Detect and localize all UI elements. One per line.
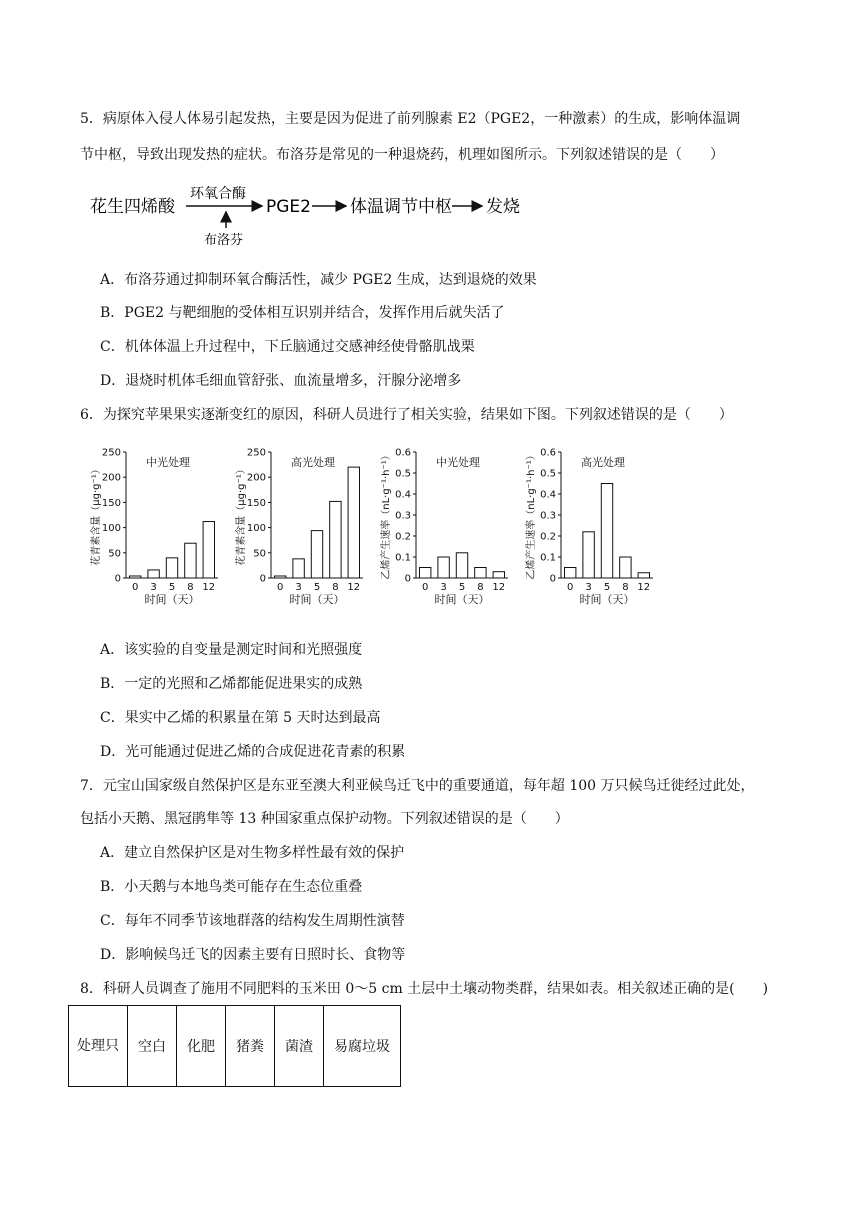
q6-option-a: A．该实验的自变量是测定时间和光照强度 [100,642,363,658]
y-tick-label: 100 [246,523,266,535]
flow-step3: 发烧 [486,197,520,217]
y-tick-label: 0.3 [540,510,556,522]
y-tick-label: 0.2 [395,531,411,543]
bar [348,467,359,578]
table-header-cell: 猪粪 [226,1006,275,1087]
flow-inhibitor: 布洛芬 [204,233,244,248]
y-tick-label: 150 [101,497,121,509]
x-tick-label: 12 [347,582,361,593]
flow-step1: PGE2 [266,197,311,217]
y-axis-label: 花青素含量（μg·g⁻¹） [236,464,247,566]
y-tick-label: 0.4 [395,489,411,501]
q5-stem-line2: 节中枢，导致出现发热的症状。布洛芬是常见的一种退烧药，机理如图所示。下列叙述错误的是（ ） [80,147,724,163]
chart-title: 中光处理 [436,456,480,469]
y-tick-label: 0.2 [540,531,556,543]
bar [293,559,304,578]
q6-charts [80,442,680,622]
x-tick-label: 8 [187,582,194,593]
x-tick-label: 3 [440,582,447,593]
q5-stem-line1: 5．病原体入侵人体易引起发热，主要是因为促进了前列腺素 E2（PGE2，一种激素）的生成，影响体温调 [80,111,741,127]
y-tick-label: 0.5 [395,468,411,480]
y-tick-label: 250 [101,447,121,459]
bar [185,543,196,578]
q5-option-a: A．布洛芬通过抑制环氧合酶活性，减少 PGE2 生成，达到退烧的效果 [100,272,537,288]
chart-title: 高光处理 [581,456,625,469]
q5-option-b: B．PGE2 与靶细胞的受体相互识别并结合，发挥作用后就失活了 [100,305,505,321]
y-tick-label: 0.1 [540,552,556,564]
bar [601,484,612,579]
flow-step2: 体温调节中枢 [350,197,452,217]
bar [583,532,594,578]
y-tick-label: 50 [253,548,266,560]
y-tick-label: 200 [101,472,121,484]
y-tick-label: 0.1 [395,552,411,564]
bar [638,573,649,578]
x-tick-label: 12 [202,582,216,593]
q7-stem-line2: 包括小天鹅、黑冠鹃隼等 13 种国家重点保护动物。下列叙述错误的是（ ） [80,811,569,827]
bar [475,568,486,579]
y-tick-label: 0 [404,573,411,585]
x-axis-label: 时间（天） [144,593,200,606]
y-axis-label: 花青素含量（μg·g⁻¹） [91,464,102,566]
x-tick-label: 5 [313,582,321,593]
x-tick-label: 0 [277,582,284,593]
y-tick-label: 200 [246,472,266,484]
bar [419,568,430,579]
q7-option-d: D．影响候鸟迁飞的因素主要有日照时长、食物等 [100,947,406,963]
q6-option-d: D．光可能通过促进乙烯的合成促进花青素的积累 [100,744,406,760]
q7-option-c: C．每年不同季节该地群落的结构发生周期性演替 [100,913,405,929]
x-tick-label: 0 [422,582,429,593]
bar [330,501,341,578]
x-tick-label: 3 [150,582,157,593]
bar [274,576,285,578]
q7-option-a: A．建立自然保护区是对生物多样性最有效的保护 [100,845,405,861]
y-tick-label: 100 [101,523,121,535]
x-tick-label: 0 [567,582,574,593]
x-tick-label: 5 [603,582,611,593]
q8-table [68,1005,401,1087]
table-header-cell: 化肥 [177,1006,226,1087]
bar [438,557,449,578]
y-tick-label: 0 [549,573,556,585]
x-axis-label: 时间（天） [434,593,490,606]
x-tick-label: 8 [477,582,484,593]
x-tick-label: 12 [637,582,651,593]
x-tick-label: 12 [492,582,506,593]
q5-flow-diagram [90,184,560,256]
y-tick-label: 0 [114,573,121,585]
y-axis-label: 乙烯产生速率（nL·g⁻¹·h⁻¹） [381,450,392,580]
flow-enzyme: 环氧合酶 [190,186,246,202]
bar [620,557,631,578]
y-tick-label: 150 [246,497,266,509]
x-axis-label: 时间（天） [289,593,345,606]
table-header-cell: 空白 [128,1006,177,1087]
q7-stem-line1: 7．元宝山国家级自然保护区是东亚至澳大利亚候鸟迁飞中的重要通道，每年超 100 万只候鸟迁徙经过此处， [80,778,755,794]
chart-title: 中光处理 [146,456,190,469]
flow-source: 花生四烯酸 [90,197,175,217]
x-tick-label: 8 [332,582,339,593]
q5-option-c: C．机体体温上升过程中，下丘脑通过交感神经使骨骼肌战栗 [100,339,475,355]
bar [564,568,575,579]
y-axis-label: 乙烯产生速率（nL·g⁻¹·h⁻¹） [526,450,537,580]
table-header-cell: 处理只 [69,1006,128,1087]
y-tick-label: 0.3 [395,510,411,522]
y-tick-label: 0.4 [540,489,556,501]
y-tick-label: 0 [259,573,266,585]
bar [148,570,159,578]
bar [129,576,140,578]
bar [203,522,214,578]
x-tick-label: 5 [458,582,466,593]
y-tick-label: 0.5 [540,468,556,480]
q6-option-c: C．果实中乙烯的积累量在第 5 天时达到最高 [100,710,381,726]
q5-option-d: D．退烧时机体毛细血管舒张、血流量增多，汗腺分泌增多 [100,373,462,389]
q6-option-b: B．一定的光照和乙烯都能促进果实的成熟 [100,676,363,692]
x-tick-label: 5 [168,582,176,593]
x-tick-label: 8 [622,582,629,593]
chart-title: 高光处理 [291,456,335,469]
y-tick-label: 250 [246,447,266,459]
y-tick-label: 0.6 [540,447,556,459]
y-tick-label: 0.6 [395,447,411,459]
x-tick-label: 0 [132,582,139,593]
bar [456,553,467,578]
bar [166,558,177,578]
x-tick-label: 3 [585,582,592,593]
y-tick-label: 50 [108,548,121,560]
q7-option-b: B．小天鹅与本地鸟类可能存在生态位重叠 [100,879,363,895]
q8-stem: 8．科研人员调查了施用不同肥料的玉米田 0～5 cm 土层中土壤动物类群，结果如表。相关叙述正确的是( ) [80,981,769,997]
q6-stem: 6．为探究苹果果实逐渐变红的原因，科研人员进行了相关实验，结果如下图。下列叙述错误的是（ ） [80,407,733,423]
bar [311,531,322,578]
bar [493,572,504,578]
table-header-cell: 菌渣 [275,1006,324,1087]
table-header-cell: 易腐垃圾 [324,1006,401,1087]
x-axis-label: 时间（天） [579,593,635,606]
x-tick-label: 3 [295,582,302,593]
table-row [69,1006,401,1087]
